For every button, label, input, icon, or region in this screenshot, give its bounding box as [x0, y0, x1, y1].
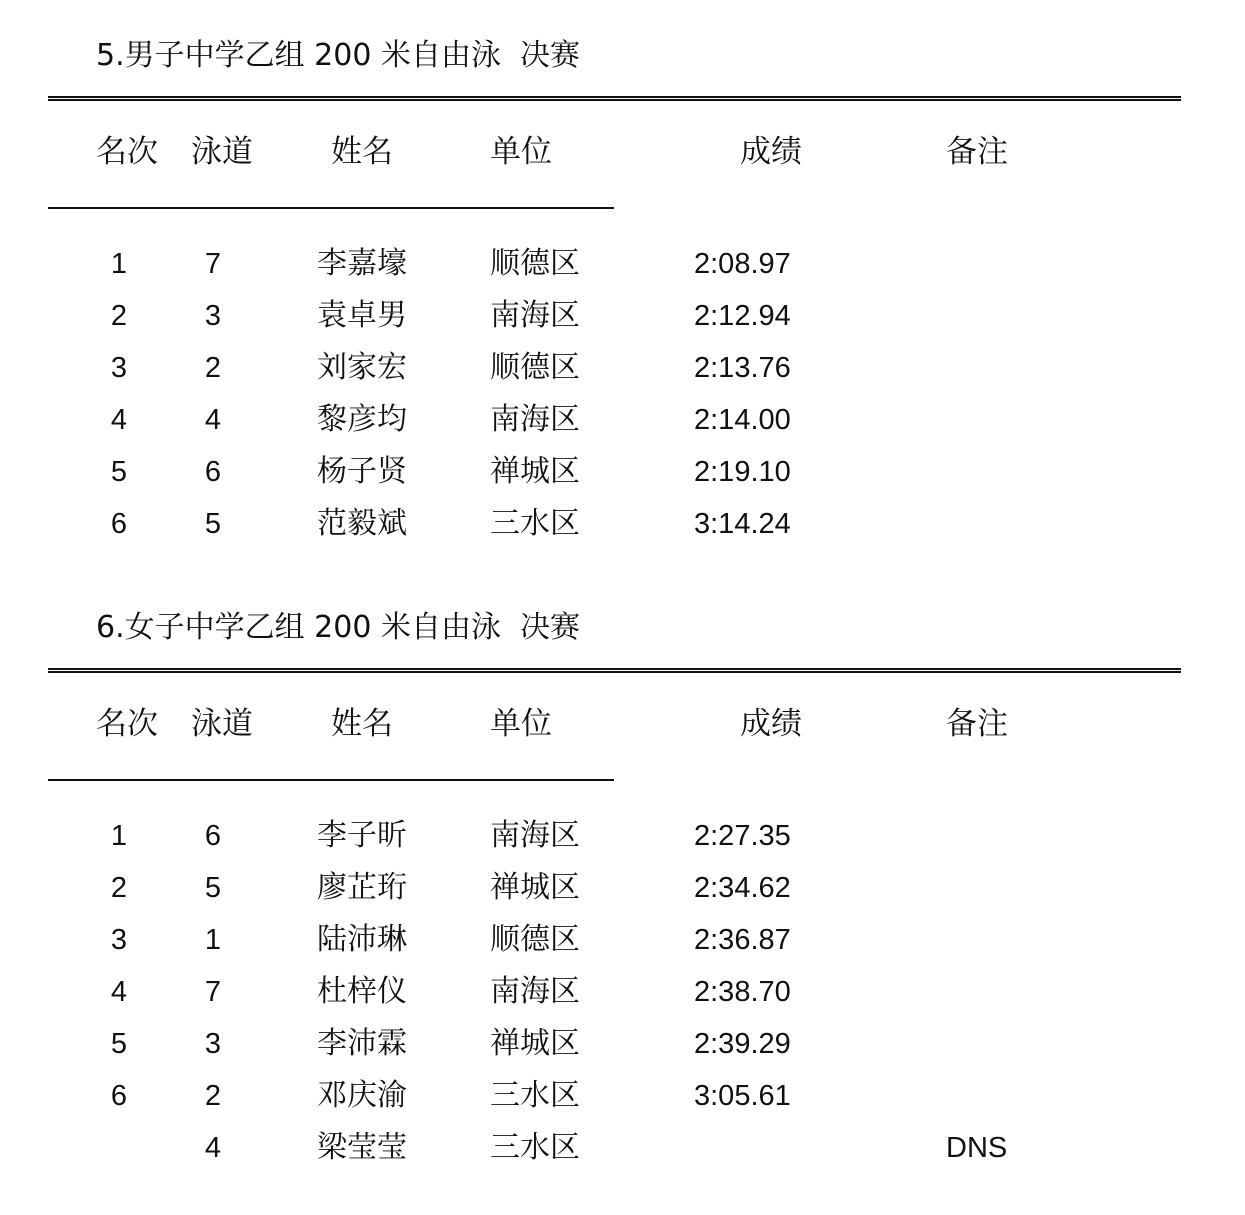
cell-rank: 6	[110, 508, 128, 540]
table-row	[0, 504, 1245, 556]
cell-rank: 5	[110, 1028, 128, 1060]
cell-unit: 禅城区	[490, 454, 580, 489]
cell-rank: 1	[110, 820, 128, 852]
cell-name: 李沛霖	[317, 1026, 407, 1061]
cell-unit: 顺德区	[490, 246, 580, 281]
double-rule	[48, 668, 1181, 673]
cell-rank: 6	[110, 1080, 128, 1112]
single-rule	[48, 207, 614, 209]
cell-rank: 4	[110, 976, 128, 1008]
cell-name: 袁卓男	[317, 298, 407, 333]
cell-rank: 3	[110, 352, 128, 384]
table-row	[0, 348, 1245, 400]
cell-result: 2:38.70	[694, 976, 791, 1008]
cell-name: 刘家宏	[317, 350, 407, 385]
cell-lane: 5	[204, 872, 222, 904]
cell-result: 2:12.94	[694, 300, 791, 332]
event-title: 6.女子中学乙组 200 米自由泳 决赛	[96, 610, 581, 645]
header-lane: 泳道	[191, 134, 253, 170]
table-row	[0, 1024, 1245, 1076]
cell-rank: 2	[110, 300, 128, 332]
cell-name: 黎彦均	[317, 402, 407, 437]
cell-name: 廖芷珩	[317, 870, 407, 905]
header-rank: 名次	[96, 134, 158, 170]
cell-rank: 5	[110, 456, 128, 488]
cell-lane: 7	[204, 976, 222, 1008]
cell-name: 邓庆渝	[317, 1078, 407, 1113]
cell-note: DNS	[946, 1132, 1008, 1164]
header-note: 备注	[946, 134, 1008, 170]
table-row	[0, 972, 1245, 1024]
header-result: 成绩	[740, 134, 802, 170]
table-row	[0, 816, 1245, 868]
single-rule	[48, 779, 614, 781]
cell-unit: 顺德区	[490, 350, 580, 385]
cell-name: 陆沛琳	[317, 922, 407, 957]
header-rank: 名次	[96, 706, 158, 742]
table-row	[0, 920, 1245, 972]
cell-unit: 南海区	[490, 402, 580, 437]
cell-lane: 3	[204, 1028, 222, 1060]
cell-lane: 2	[204, 1080, 222, 1112]
table-row	[0, 868, 1245, 920]
table-row	[0, 296, 1245, 348]
double-rule	[48, 96, 1181, 101]
cell-unit: 三水区	[490, 506, 580, 541]
cell-lane: 6	[204, 820, 222, 852]
header-name: 姓名	[331, 706, 393, 742]
cell-lane: 3	[204, 300, 222, 332]
cell-name: 李子昕	[317, 818, 407, 853]
cell-result: 2:13.76	[694, 352, 791, 384]
header-result: 成绩	[740, 706, 802, 742]
cell-result: 2:39.29	[694, 1028, 791, 1060]
cell-lane: 4	[204, 404, 222, 436]
cell-rank: 2	[110, 872, 128, 904]
cell-result: 2:08.97	[694, 248, 791, 280]
cell-lane: 7	[204, 248, 222, 280]
table-row	[0, 452, 1245, 504]
cell-unit: 南海区	[490, 974, 580, 1009]
cell-result: 2:27.35	[694, 820, 791, 852]
cell-result: 2:19.10	[694, 456, 791, 488]
cell-result: 2:34.62	[694, 872, 791, 904]
cell-name: 梁莹莹	[317, 1130, 407, 1165]
cell-result: 3:14.24	[694, 508, 791, 540]
header-name: 姓名	[331, 134, 393, 170]
cell-unit: 南海区	[490, 298, 580, 333]
cell-name: 杨子贤	[317, 454, 407, 489]
cell-lane: 1	[204, 924, 222, 956]
cell-rank: 1	[110, 248, 128, 280]
cell-result: 2:14.00	[694, 404, 791, 436]
cell-result: 2:36.87	[694, 924, 791, 956]
cell-result: 3:05.61	[694, 1080, 791, 1112]
cell-unit: 三水区	[490, 1130, 580, 1165]
cell-lane: 2	[204, 352, 222, 384]
cell-unit: 三水区	[490, 1078, 580, 1113]
table-row	[0, 1076, 1245, 1128]
cell-lane: 4	[204, 1132, 222, 1164]
header-unit: 单位	[490, 134, 552, 170]
cell-unit: 顺德区	[490, 922, 580, 957]
event-title: 5.男子中学乙组 200 米自由泳 决赛	[96, 38, 581, 73]
cell-unit: 南海区	[490, 818, 580, 853]
cell-rank: 3	[110, 924, 128, 956]
header-lane: 泳道	[191, 706, 253, 742]
cell-lane: 6	[204, 456, 222, 488]
cell-name: 李嘉壕	[317, 246, 407, 281]
cell-rank: 4	[110, 404, 128, 436]
header-note: 备注	[946, 706, 1008, 742]
cell-name: 范毅斌	[317, 506, 407, 541]
header-unit: 单位	[490, 706, 552, 742]
table-row	[0, 1128, 1245, 1180]
cell-unit: 禅城区	[490, 1026, 580, 1061]
table-row	[0, 400, 1245, 452]
cell-unit: 禅城区	[490, 870, 580, 905]
cell-lane: 5	[204, 508, 222, 540]
cell-name: 杜梓仪	[317, 974, 407, 1009]
table-row	[0, 244, 1245, 296]
